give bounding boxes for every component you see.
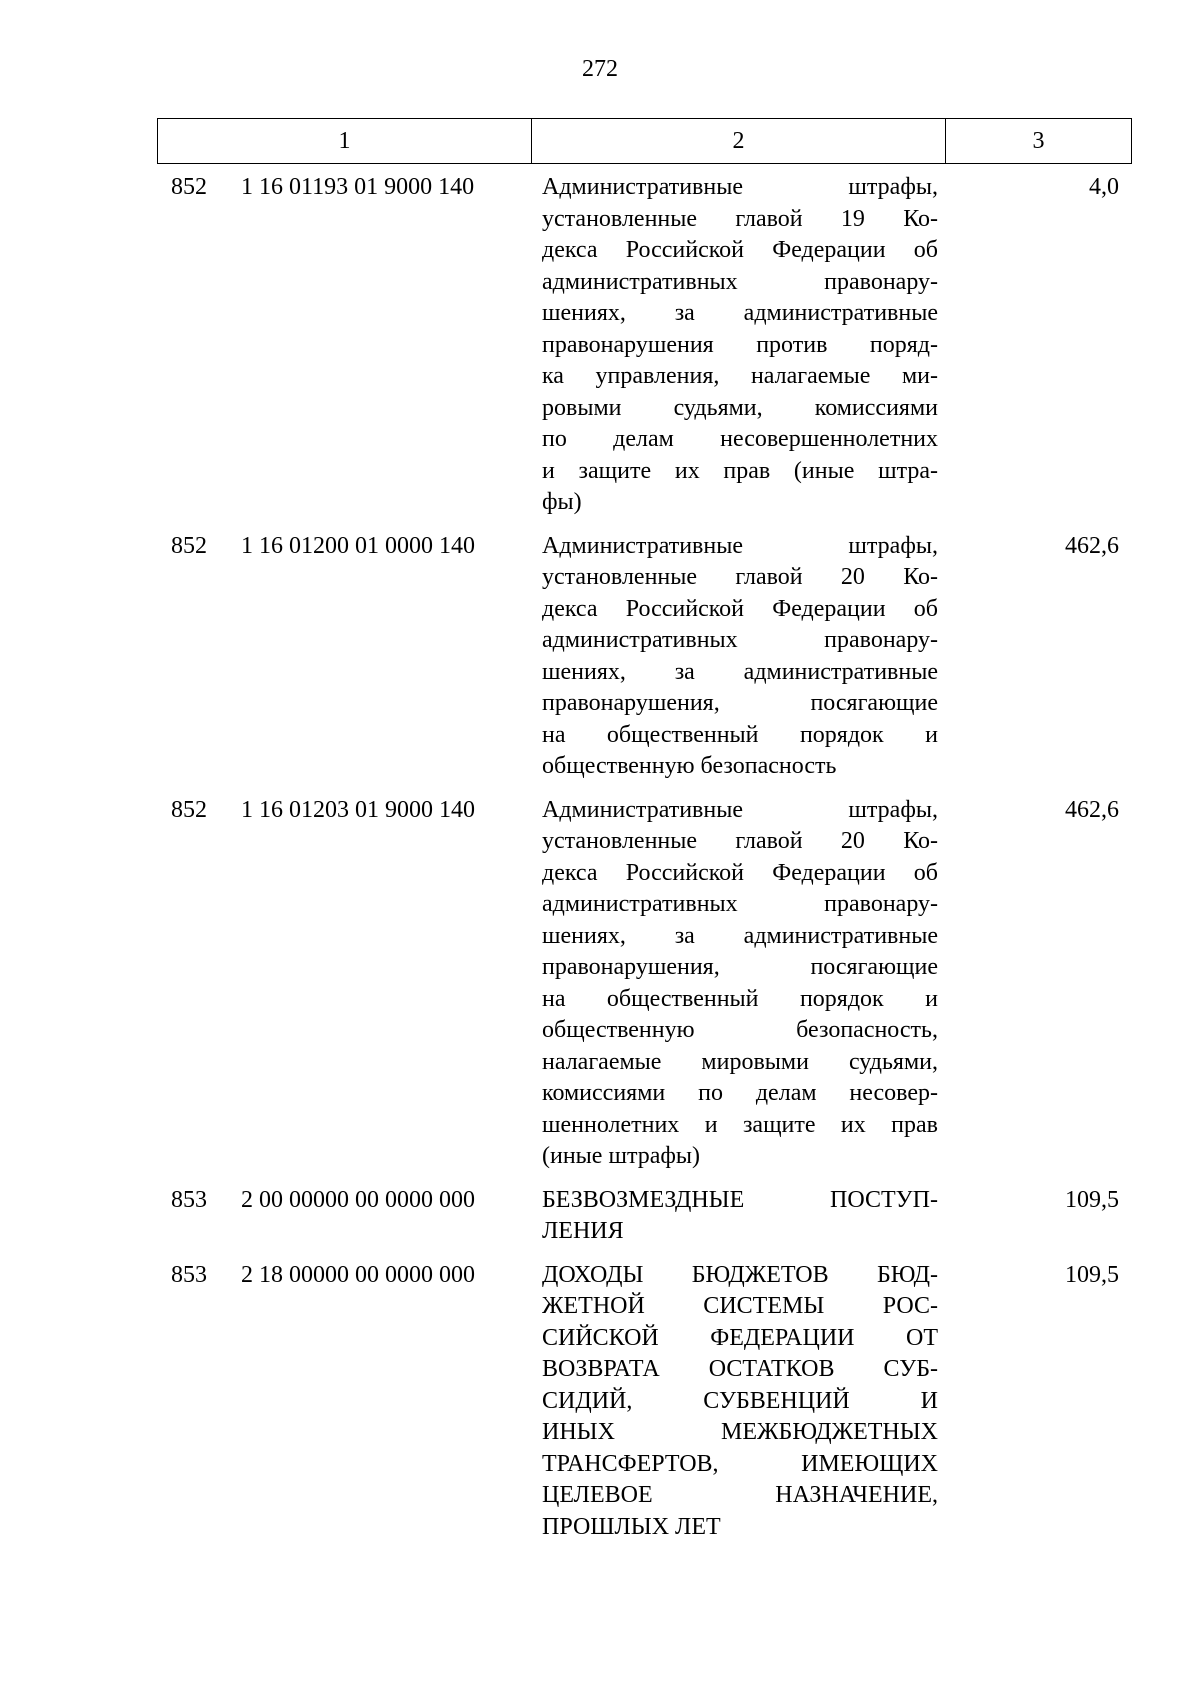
revenue-name-line: Административные штрафы, bbox=[542, 532, 938, 559]
revenue-name-line: шениях, за административные bbox=[542, 922, 938, 949]
page-number: 272 bbox=[582, 56, 618, 82]
admin-code: 853 bbox=[171, 1186, 207, 1213]
table-row bbox=[157, 172, 1131, 519]
revenue-name-line: БЕЗВОЗМЕЗДНЫЕ ПОСТУП- bbox=[542, 1186, 938, 1213]
revenue-name-line: шениях, за административные bbox=[542, 658, 938, 685]
revenue-name-line: декса Российской Федерации об bbox=[542, 595, 938, 622]
revenue-name-line: установленные главой 20 Ко- bbox=[542, 564, 938, 590]
revenue-name-line: ка управления, налагаемые ми- bbox=[542, 363, 938, 389]
revenue-name-line: ЛЕНИЯ bbox=[542, 1218, 624, 1244]
revenue-name-line: Административные штрафы, bbox=[542, 174, 938, 200]
revenue-name-line: налагаемые мировыми судьями, bbox=[542, 1048, 938, 1075]
revenue-name-line: административных правонару- bbox=[542, 268, 938, 295]
budget-classification-code: 1 16 01193 01 9000 140 bbox=[241, 174, 475, 200]
admin-code: 853 bbox=[171, 1261, 207, 1288]
table-row bbox=[157, 1260, 1131, 1544]
revenue-name-line: на общественный порядок и bbox=[542, 985, 938, 1012]
revenue-name-line: декса Российской Федерации об bbox=[542, 859, 938, 886]
revenue-name-line: установленные главой 20 Ко- bbox=[542, 828, 938, 854]
revenue-name-line: ЖЕТНОЙ СИСТЕМЫ РОС- bbox=[542, 1293, 938, 1319]
revenue-name-line: ровыми судьями, комиссиями bbox=[542, 394, 938, 421]
table-header bbox=[157, 118, 1132, 164]
table-header-row bbox=[158, 119, 1132, 164]
revenue-name-line: декса Российской Федерации об bbox=[542, 237, 938, 263]
admin-code: 852 bbox=[171, 174, 207, 200]
revenue-name-line: административных правонару- bbox=[542, 891, 938, 917]
table-row bbox=[157, 795, 1131, 1173]
budget-classification-code: 1 16 01200 01 0000 140 bbox=[241, 532, 475, 559]
revenue-name-line: установленные главой 19 Ко- bbox=[542, 205, 938, 232]
revenue-name-line: (иные штрафы) bbox=[542, 1143, 701, 1169]
column-header-1: 1 bbox=[158, 119, 532, 164]
amount: 4,0 bbox=[1089, 174, 1119, 200]
revenue-name-line: общественную безопасность bbox=[542, 753, 837, 779]
revenue-name-line: ВОЗВРАТА ОСТАТКОВ СУБ- bbox=[542, 1356, 938, 1382]
revenue-name-line: фы) bbox=[542, 489, 582, 515]
admin-code: 852 bbox=[171, 796, 207, 823]
revenue-name-line: правонарушения, посягающие bbox=[542, 954, 938, 980]
revenue-name-line: Административные штрафы, bbox=[542, 796, 938, 823]
revenue-name-line: ЦЕЛЕВОЕ НАЗНАЧЕНИЕ, bbox=[542, 1482, 938, 1508]
revenue-name-line: шеннолетних и защите их прав bbox=[542, 1111, 938, 1138]
table-row bbox=[157, 1185, 1131, 1248]
admin-code: 852 bbox=[171, 532, 207, 559]
amount: 109,5 bbox=[1065, 1186, 1119, 1213]
column-header-3: 3 bbox=[946, 119, 1132, 164]
budget-classification-code: 2 18 00000 00 0000 000 bbox=[241, 1261, 475, 1288]
revenue-name bbox=[542, 531, 938, 783]
budget-classification-code: 1 16 01203 01 9000 140 bbox=[241, 796, 475, 823]
table-row bbox=[157, 531, 1131, 783]
revenue-name-line: СИДИЙ, СУБВЕНЦИЙ И bbox=[542, 1387, 938, 1414]
amount: 462,6 bbox=[1065, 796, 1119, 823]
amount: 462,6 bbox=[1065, 532, 1119, 559]
revenue-name-line: ТРАНСФЕРТОВ, ИМЕЮЩИХ bbox=[542, 1450, 938, 1477]
revenue-name-line: и защите их прав (иные штра- bbox=[542, 457, 938, 484]
revenue-name-line: по делам несовершеннолетних bbox=[542, 426, 938, 452]
revenue-name bbox=[542, 172, 938, 519]
revenue-name-line: правонарушения против поряд- bbox=[542, 331, 938, 358]
budget-classification-code: 2 00 00000 00 0000 000 bbox=[241, 1186, 475, 1213]
revenue-name-line: на общественный порядок и bbox=[542, 721, 938, 748]
revenue-name-line: ПРОШЛЫХ ЛЕТ bbox=[542, 1513, 721, 1540]
revenue-name-line: административных правонару- bbox=[542, 627, 938, 653]
table-body bbox=[157, 172, 1131, 1555]
revenue-name bbox=[542, 1260, 938, 1544]
revenue-name-line: ДОХОДЫ БЮДЖЕТОВ БЮД- bbox=[542, 1261, 938, 1288]
revenue-name-line: общественную безопасность, bbox=[542, 1017, 938, 1043]
revenue-name-line: СИЙСКОЙ ФЕДЕРАЦИИ ОТ bbox=[542, 1324, 938, 1351]
revenue-name-line: правонарушения, посягающие bbox=[542, 690, 938, 716]
revenue-name-line: ИНЫХ МЕЖБЮДЖЕТНЫХ bbox=[542, 1419, 938, 1445]
revenue-name bbox=[542, 1185, 938, 1248]
amount: 109,5 bbox=[1065, 1261, 1119, 1288]
revenue-name-line: комиссиями по делам несовер- bbox=[542, 1080, 938, 1106]
column-header-2: 2 bbox=[532, 119, 946, 164]
revenue-name bbox=[542, 795, 938, 1173]
revenue-name-line: шениях, за административные bbox=[542, 300, 938, 326]
